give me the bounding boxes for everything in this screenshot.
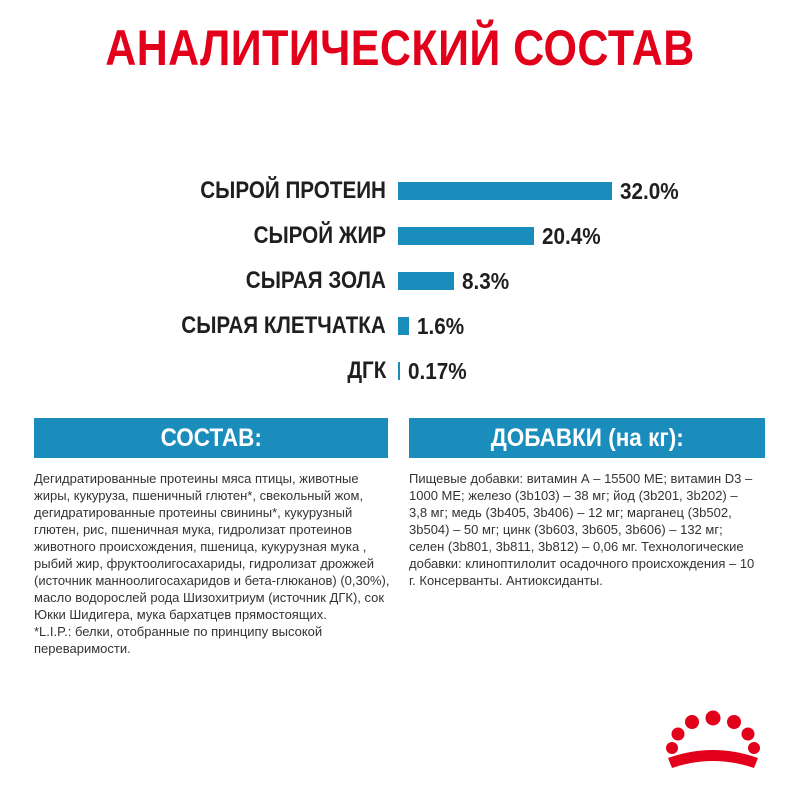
chart-row <box>0 356 800 386</box>
composition-footnote: *L.I.P.: белки, отобранные по принципу высокой переваримости. <box>34 624 323 656</box>
page-title: АНАЛИТИЧЕСКИЙ СОСТАВ <box>105 20 695 76</box>
category-label: СЫРАЯ ЗОЛА <box>245 267 386 294</box>
crown-icon <box>666 711 760 769</box>
data-bar <box>398 182 612 200</box>
value-label: 1.6% <box>416 313 464 339</box>
royal-canin-crown-logo <box>658 706 768 778</box>
composition-text: Дегидратированные протеины мяса птицы, животные жиры, кукуруза, пшеничный глютен*, свекольный жом, дегидратированные протеины свинины*, кукурузный глютен, рис, пшеничная мука, гидролизат протеинов животного происхождения, пшеница, кукурузная мука , рыбий жир, фруктоолигосахариды, гидролизат дрожжей (источник манноолигосахаридов и бета-глюканов) (0,30%), масло водорослей рода Шизохитриум (источник ДГК), сок Юкки Шидигера, мука бархатцев прямостоящих. <box>34 471 390 622</box>
value-label: 32.0% <box>620 178 679 204</box>
data-bar <box>398 362 400 380</box>
value-label: 0.17% <box>408 358 467 384</box>
additives-text-block <box>409 470 759 589</box>
value-label: 20.4% <box>542 223 602 249</box>
data-bar <box>398 272 454 290</box>
composition-header <box>34 418 388 458</box>
chart-row <box>0 176 800 206</box>
category-label: СЫРАЯ КЛЕТЧАТКА <box>181 312 386 339</box>
data-bar <box>398 227 534 245</box>
chart-row <box>0 221 800 251</box>
category-label: ДГК <box>346 357 386 384</box>
chart-row <box>0 266 800 296</box>
composition-heading: СОСТАВ: <box>160 424 262 452</box>
composition-text-block <box>34 470 390 657</box>
data-bar <box>398 317 409 335</box>
additives-heading: ДОБАВКИ (на кг): <box>490 424 684 452</box>
additives-header <box>409 418 765 458</box>
category-label: СЫРОЙ ЖИР <box>253 222 386 249</box>
additives-text: Пищевые добавки: витамин А – 15500 МЕ; витамин D3 – 1000 МЕ; железо (3b103) – 38 мг; йод (3b201, 3b202) – 3,8 мг; медь (3b405, 3b406) – 12 мг; марганец (3b502, 3b504) – 50 мг; цинк (3b603, 3b605, 3b606) – 132 мг; селен (3b801, 3b811, 3b812) – 0,06 мг. Технологические добавки: клиноптилолит осадочного происхождения – 10 г. Консерванты. Антиоксиданты. <box>409 471 755 588</box>
value-label: 8.3% <box>461 268 509 294</box>
category-label: СЫРОЙ ПРОТЕИН <box>200 177 386 204</box>
chart-row <box>0 311 800 341</box>
